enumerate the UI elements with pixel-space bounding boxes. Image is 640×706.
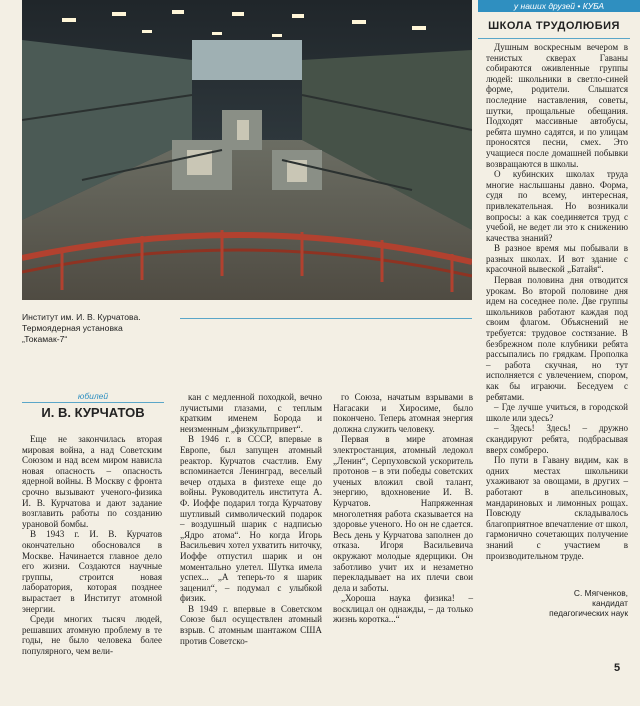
paragraph: го Союза, начатым взрывами в Нагасаки и Хиросиме, было покончено. Теперь атомная энергия должна служить человеку. [333,392,473,434]
paragraph: В разное время мы побывали в разных школах. И вот здание с красочной вывеской „Батайя“. [486,243,628,275]
text-column-1 [22,434,162,656]
paragraph: Первая половина дня отводится урокам. Во второй половине дня идем на соседнее поле. Две группы школьников работают каждая под своим флагом. Объяснений не требуется: трудовое состязание. В безбрежном поле клубники ребята рассыпались по грядкам. Прополка – работа скучная, но тут исполняется с увлечением, спором, как бы играючи. Беседуем с ребятами. [486,275,628,402]
paragraph: По пути в Гавану видим, как в одних местах школьники ухаживают за овощами, в других – работают в апельсиновых, мандариновых и лимонных рощах. Повсюду складывалось благоприятное впечатление от школ, гармонично сочетающих получение знаний с участием в производительном труде. [486,455,628,561]
country-rubric: у наших друзей • КУБА [478,0,640,12]
author-title: педагогических наук [549,608,628,618]
caption-line: „Токамак-7“ [22,334,68,344]
caption-line: Термоядерная установка [22,323,123,333]
kurchatov-headline: И. В. КУРЧАТОВ [41,405,145,420]
paragraph: Еще не закончилась вторая мировая война, а над Советским Союзом и над всем миром нависла новая опасность – опасность ядерной войны. В Москву с фронта срочно вызывают ученого-физика И. В. Курчатова и дают задание возглавить работы по созданию урановой бомбы. [22,434,162,529]
text-column-3 [333,392,473,625]
article-title: ШКОЛА ТРУДОЛЮБИЯ [478,14,630,39]
paragraph: Среди многих тысяч людей, решавших атомную проблему в те годы, не было человека более популярного, чем вели- [22,614,162,656]
author-signature [490,588,628,618]
photo-caption [22,312,202,345]
caption-divider [180,318,472,319]
paragraph: О кубинских школах труда многие наслышаны давно. Форма, судя по всему, интересная, привлекательная. Но возникали вопросы: а как соединяется труд с учебой, не ведет ли это к снижению качества знаний? [486,169,628,243]
tokamak-hall-image [22,0,472,300]
author-name: С. Мягченков, [573,588,628,598]
paragraph: В 1946 г. в СССР, впервые в Европе, был запущен атомный реактор. Курчатов счастлив. Ему вспоминается Ленинград, веселый вечер отдыха в физтехе еще до войны. Руководитель института А. Ф. Иоффе подарил тогда Курчатову шутливый символический подарок – воздушный шарик с надписью „Ядро атома“. Но когда Игорь Васильевич хотел ухватить ниточку, Иоффе отпустил шарик и он моментально улетел. Шутка имела успех... „А теперь-то я шарик заценил“, – подумал с улыбкой физик. [180,434,322,604]
author-title: кандидат [592,598,628,608]
paragraph: – Здесь! Здесь! – дружно скандируют ребята, подбрасывая вверх сомбреро. [486,423,628,455]
reactor-hall-photo [22,0,472,300]
rubric-divider [22,402,164,403]
paragraph: „Хороша наука физика! – восклицал он однажды, – да только жизнь коротка...“ [333,593,473,625]
page-number: 5 [614,662,621,674]
jubilee-rubric: юбилей [77,391,109,401]
text-column-2 [180,392,322,646]
paragraph: В 1943 г. И. В. Курчатов окончательно обосновался в Москве. Начинается главное дело его жизни. Создаются научные группы, строится новая лаборатория, которая позднее вырастает в Институт атомной энергии. [22,529,162,614]
paragraph: кан с медленной походкой, вечно лучистыми глазами, с теплым кратким именем Борода и неизменным „физкультпривет“. [180,392,322,434]
article-body [486,42,628,561]
caption-line: Институт им. И. В. Курчатова. [22,312,141,322]
paragraph: Первая в мире атомная электростанция, атомный ледокол „Ленин“, Серпуховской ускоритель протонов – в эти победы советских ученых вложил свой талант, энергию, вдохновение И. В. Курчатов. Напряженная многолетняя работа сказывается на здоровье ученого. Но он не сдается. Весь день у Курчатова заполнен до отказа. Игоря Васильевича окружают молодые ядерщики. Он заботливо учит их и незаметно перекладывает на их плечи свои дела и заботы. [333,434,473,593]
paragraph: – Где лучше учиться, в городской школе или здесь? [486,402,628,423]
paragraph: Душным воскресным вечером в тенистых скверах Гаваны собираются оживленные группы людей: школьники в светло-синей форме, родители. Слышатся последние наставления, советы, шутки, прощальные обещания. Подходят массивные автобусы, ребята шумно садятся, и по улицам проносятся песни, смех. Это учащиеся после домашней побывки возвращаются в школы. [486,42,628,169]
paragraph: В 1949 г. впервые в Советском Союзе был осуществлен атомный взрыв. С атомным шантажом США против Советско- [180,603,322,646]
